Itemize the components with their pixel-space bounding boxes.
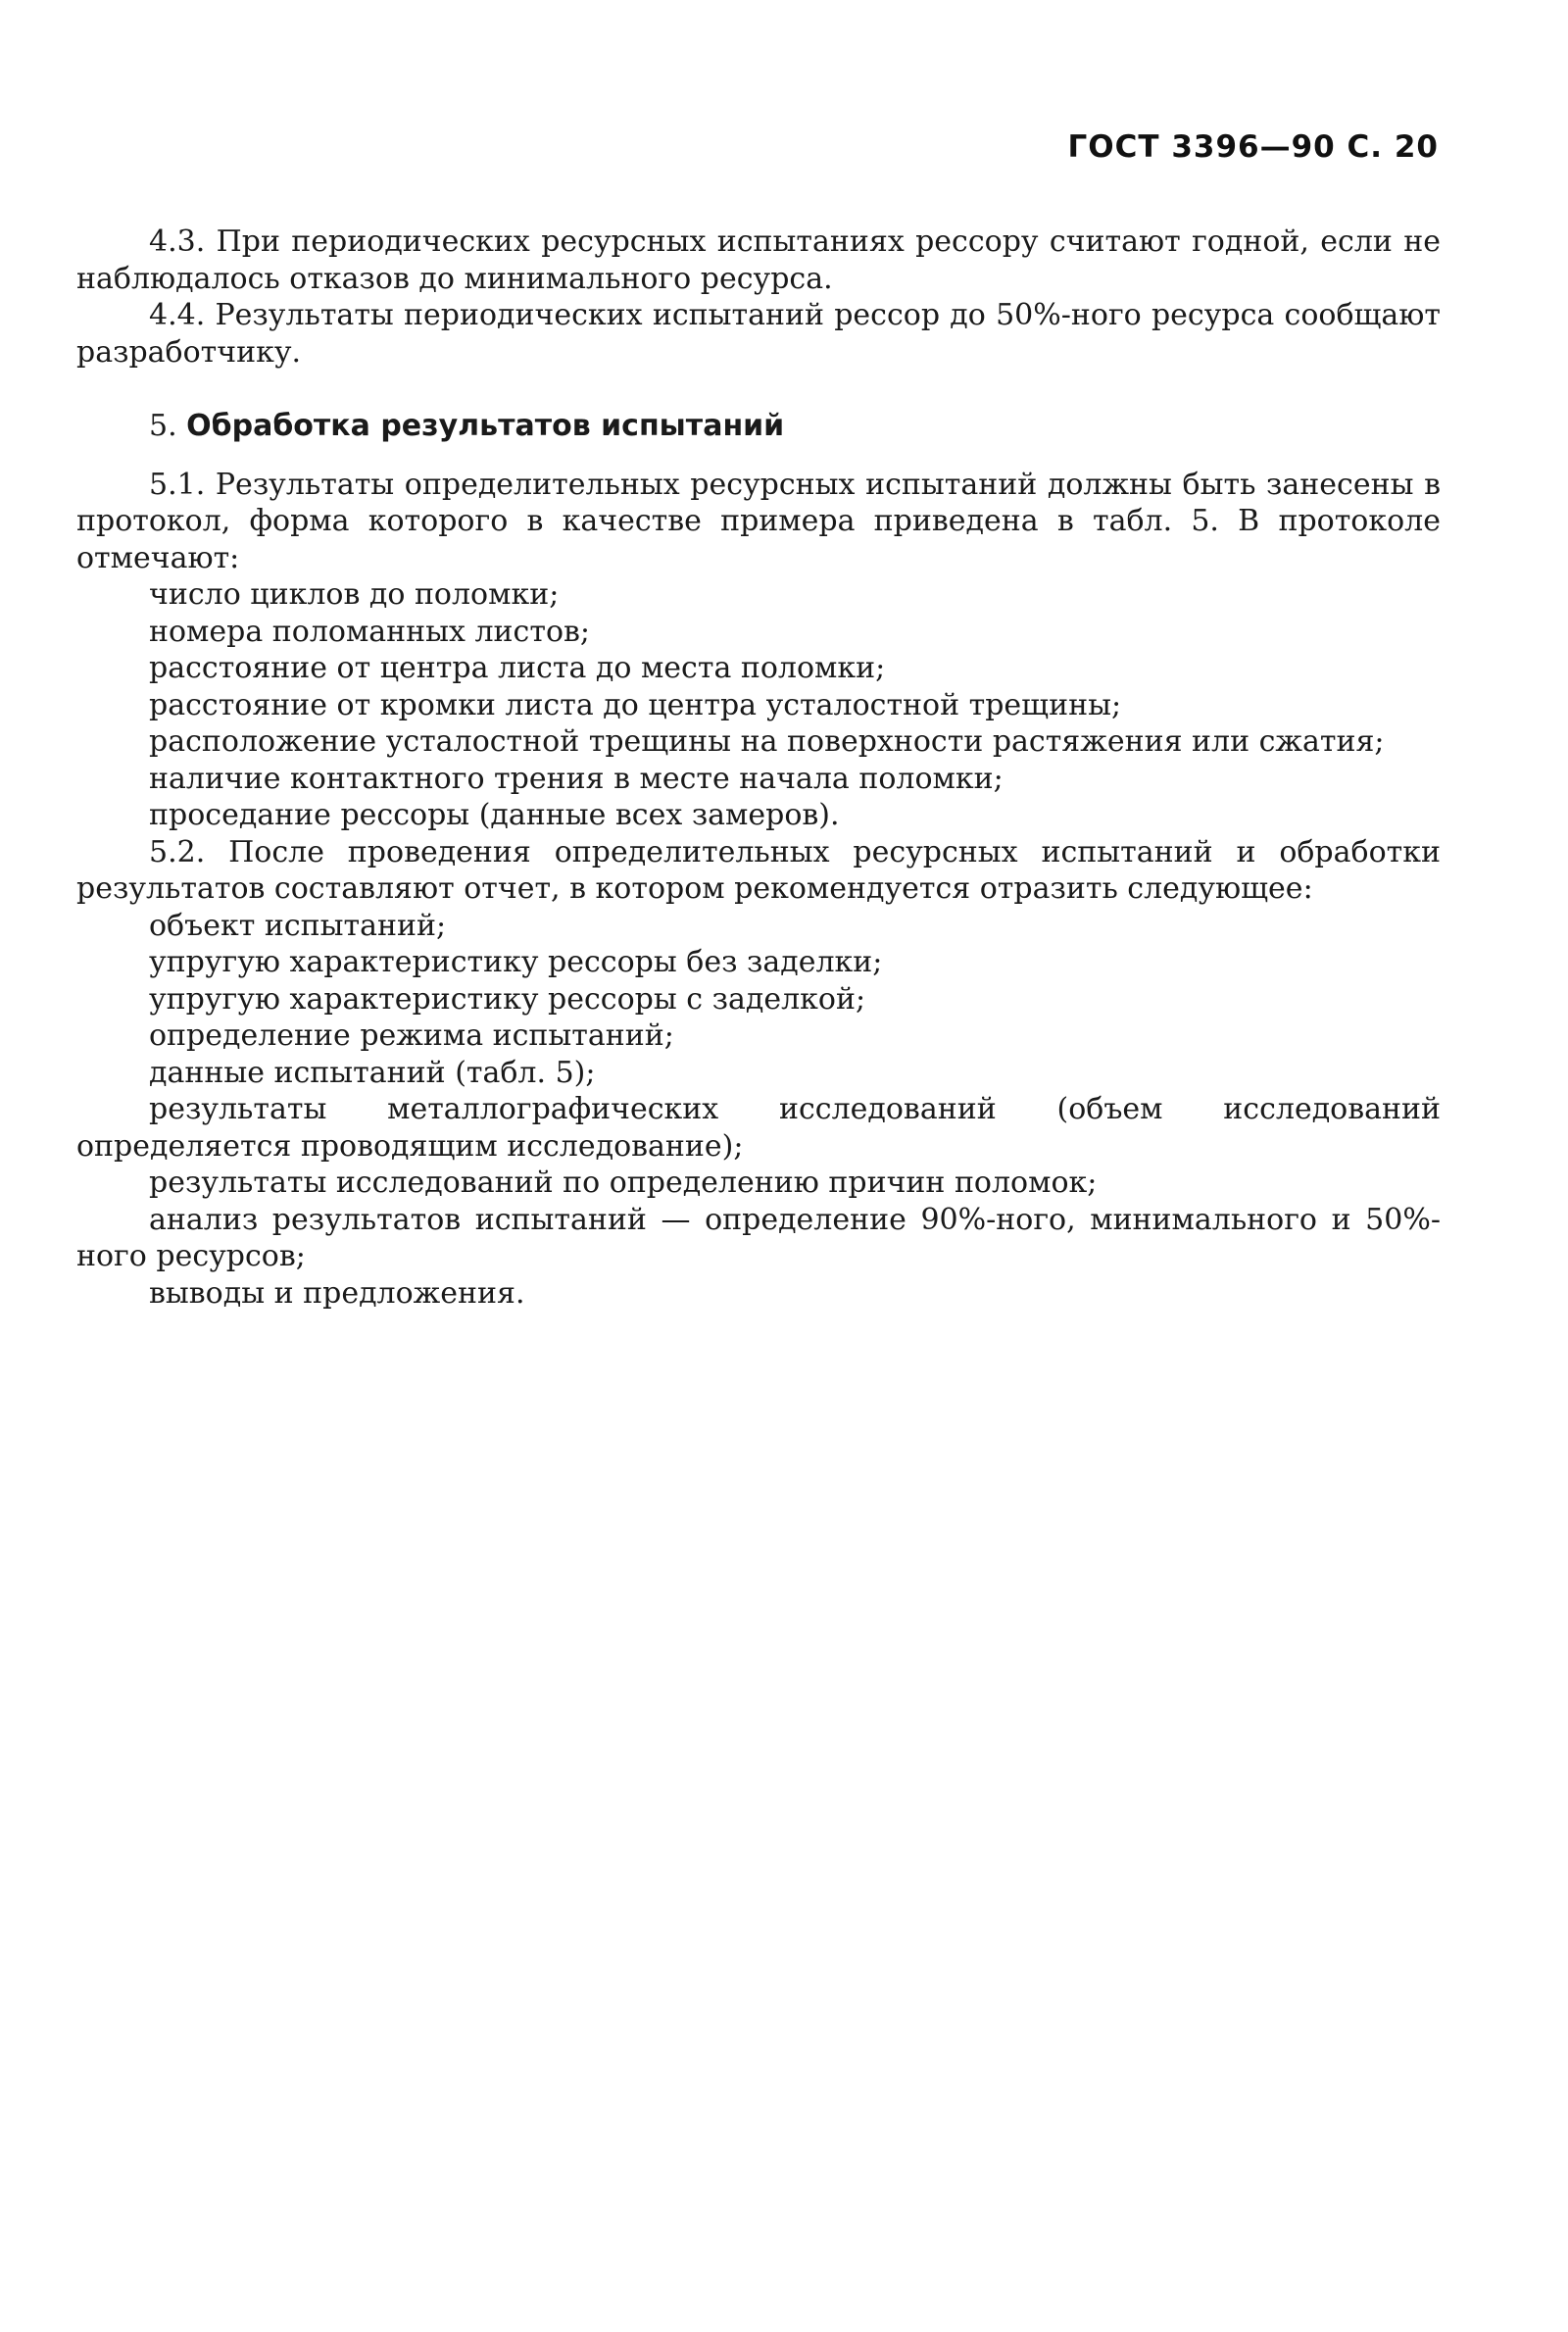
list-item: результаты исследований по определению причин поломок; xyxy=(149,1166,1098,1200)
list-item: анализ результатов испытаний — определение 90%-ного, минимального и 50%-ного ресурсов; xyxy=(76,1202,1441,1273)
document-body xyxy=(76,223,1441,1312)
list-item: проседание рессоры (данные всех замеров). xyxy=(149,798,840,832)
list-item: число циклов до поломки; xyxy=(149,577,560,612)
list-item: расположение усталостной трещины на поверхности растяжения или сжатия; xyxy=(149,724,1385,759)
list-item: результаты металлографических исследований (объем исследований определяется проводящим исследование); xyxy=(76,1092,1441,1164)
list-item: упругую характеристику рессоры без заделки; xyxy=(149,945,883,979)
section-number: 5. xyxy=(149,409,177,443)
paragraph-5-2: 5.2. После проведения определительных ресурсных испытаний и обработки результатов составляют отчет, в котором рекомендуется отразить следующее: xyxy=(76,834,1441,906)
paragraph-5-1: 5.1. Результаты определительных ресурсных испытаний должны быть занесены в протокол, форма которого в качестве примера приведена в табл. 5. В протоколе отмечают: xyxy=(76,467,1441,575)
list-item: определение режима испытаний; xyxy=(149,1018,674,1053)
list-item: номера поломанных листов; xyxy=(149,614,590,649)
paragraph-4-3: 4.3. При периодических ресурсных испытаниях рессору считают годной, если не наблюдалось отказов до минимального ресурса. xyxy=(76,224,1441,296)
list-item: упругую характеристику рессоры с заделкой; xyxy=(149,981,866,1017)
page-header: ГОСТ 3396—90 С. 20 xyxy=(1067,129,1439,165)
list-item: объект испытаний; xyxy=(149,908,447,943)
list-item: наличие контактного трения в месте начала поломки; xyxy=(149,761,1004,796)
section-heading xyxy=(76,408,1441,445)
list-item: выводы и предложения. xyxy=(149,1275,525,1311)
section-title: Обработка результатов испытаний xyxy=(186,409,785,443)
list-item: расстояние от центра листа до места поломки; xyxy=(149,651,886,685)
paragraph-4-4: 4.4. Результаты периодических испытаний рессор до 50%-ного ресурса сообщают разработчику. xyxy=(76,298,1441,370)
list-item: расстояние от кромки листа до центра усталостной трещины; xyxy=(149,687,1122,722)
list-item: данные испытаний (табл. 5); xyxy=(149,1055,596,1090)
